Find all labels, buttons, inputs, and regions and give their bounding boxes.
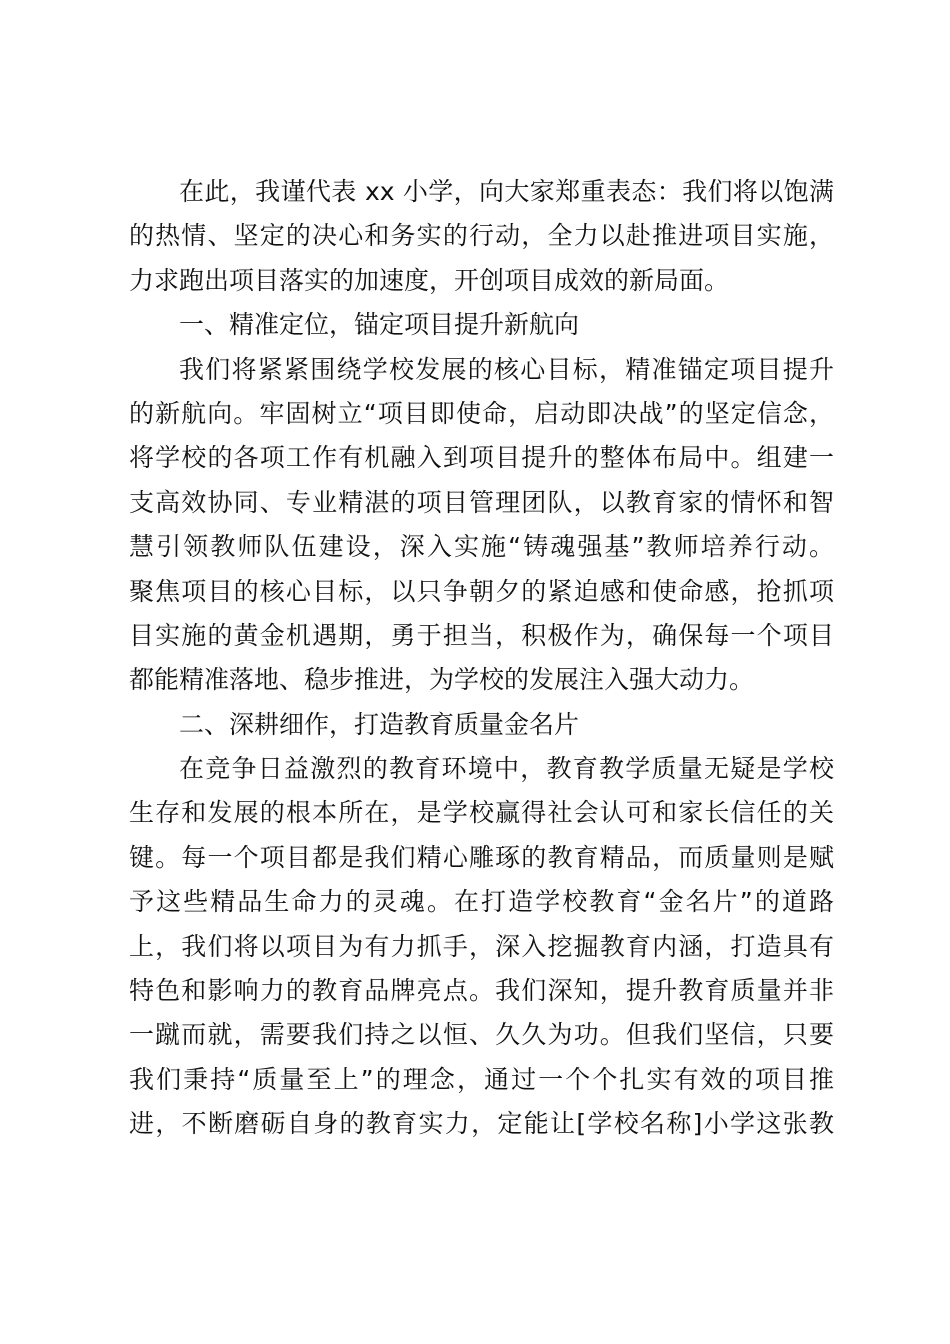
text-line: 特色和影响力的教育品牌亮点。我们深知，提升教育质量并非: [129, 976, 834, 1006]
text-line: 聚焦项目的核心目标，以只争朝夕的紧迫感和使命感，抢抓项: [129, 576, 834, 606]
text-line: 支高效协同、专业精湛的项目管理团队，以教育家的情怀和智: [129, 487, 834, 517]
text-line: 键。每一个项目都是我们精心雕琢的教育精品，而质量则是赋: [129, 842, 834, 872]
heading-line: 一、精准定位，锚定项目提升新航向: [179, 310, 580, 340]
text-line: 进，不断磨砺自身的教育实力，定能让[学校名称]小学这张教: [129, 1109, 834, 1139]
paragraph-intro: [129, 170, 834, 303]
text-line: 我们秉持“质量至上”的理念，通过一个个扎实有效的项目推: [129, 1064, 834, 1094]
text-line: 都能精准落地、稳步推进，为学校的发展注入强大动力。: [129, 665, 755, 695]
text-line: 我们将紧紧围绕学校发展的核心目标，精准锚定项目提升: [179, 354, 834, 384]
text-line: 目实施的黄金机遇期，勇于担当，积极作为，确保每一个项目: [129, 620, 834, 650]
document-body: [129, 170, 834, 1147]
paragraph-section-2: [129, 747, 834, 1147]
section-heading-1: [129, 303, 834, 347]
text-line: 在此，我谨代表 xx 小学，向大家郑重表态：我们将以饱满: [179, 177, 834, 206]
text-line: 一蹴而就，需要我们持之以恒、久久为功。但我们坚信，只要: [129, 1020, 834, 1050]
text-line: 的新航向。牢固树立“项目即使命，启动即决战”的坚定信念，: [129, 398, 834, 428]
text-line: 的热情、坚定的决心和务实的行动，全力以赴推进项目实施，: [129, 221, 834, 251]
section-heading-2: [129, 703, 834, 747]
text-line: 生存和发展的根本所在，是学校赢得社会认可和家长信任的关: [129, 798, 834, 828]
text-line: 慧引领教师队伍建设，深入实施“铸魂强基”教师培养行动。: [129, 532, 834, 562]
text-line: 上，我们将以项目为有力抓手，深入挖掘教育内涵，打造具有: [129, 931, 834, 961]
heading-line: 二、深耕细作，打造教育质量金名片: [179, 709, 580, 739]
paragraph-section-1: [129, 348, 834, 703]
text-line: 力求跑出项目落实的加速度，开创项目成效的新局面。: [129, 265, 730, 295]
text-line: 在竞争日益激烈的教育环境中，教育教学质量无疑是学校: [179, 754, 834, 784]
text-line: 予这些精品生命力的灵魂。在打造学校教育“金名片”的道路: [129, 887, 834, 917]
text-line: 将学校的各项工作有机融入到项目提升的整体布局中。组建一: [129, 443, 834, 473]
